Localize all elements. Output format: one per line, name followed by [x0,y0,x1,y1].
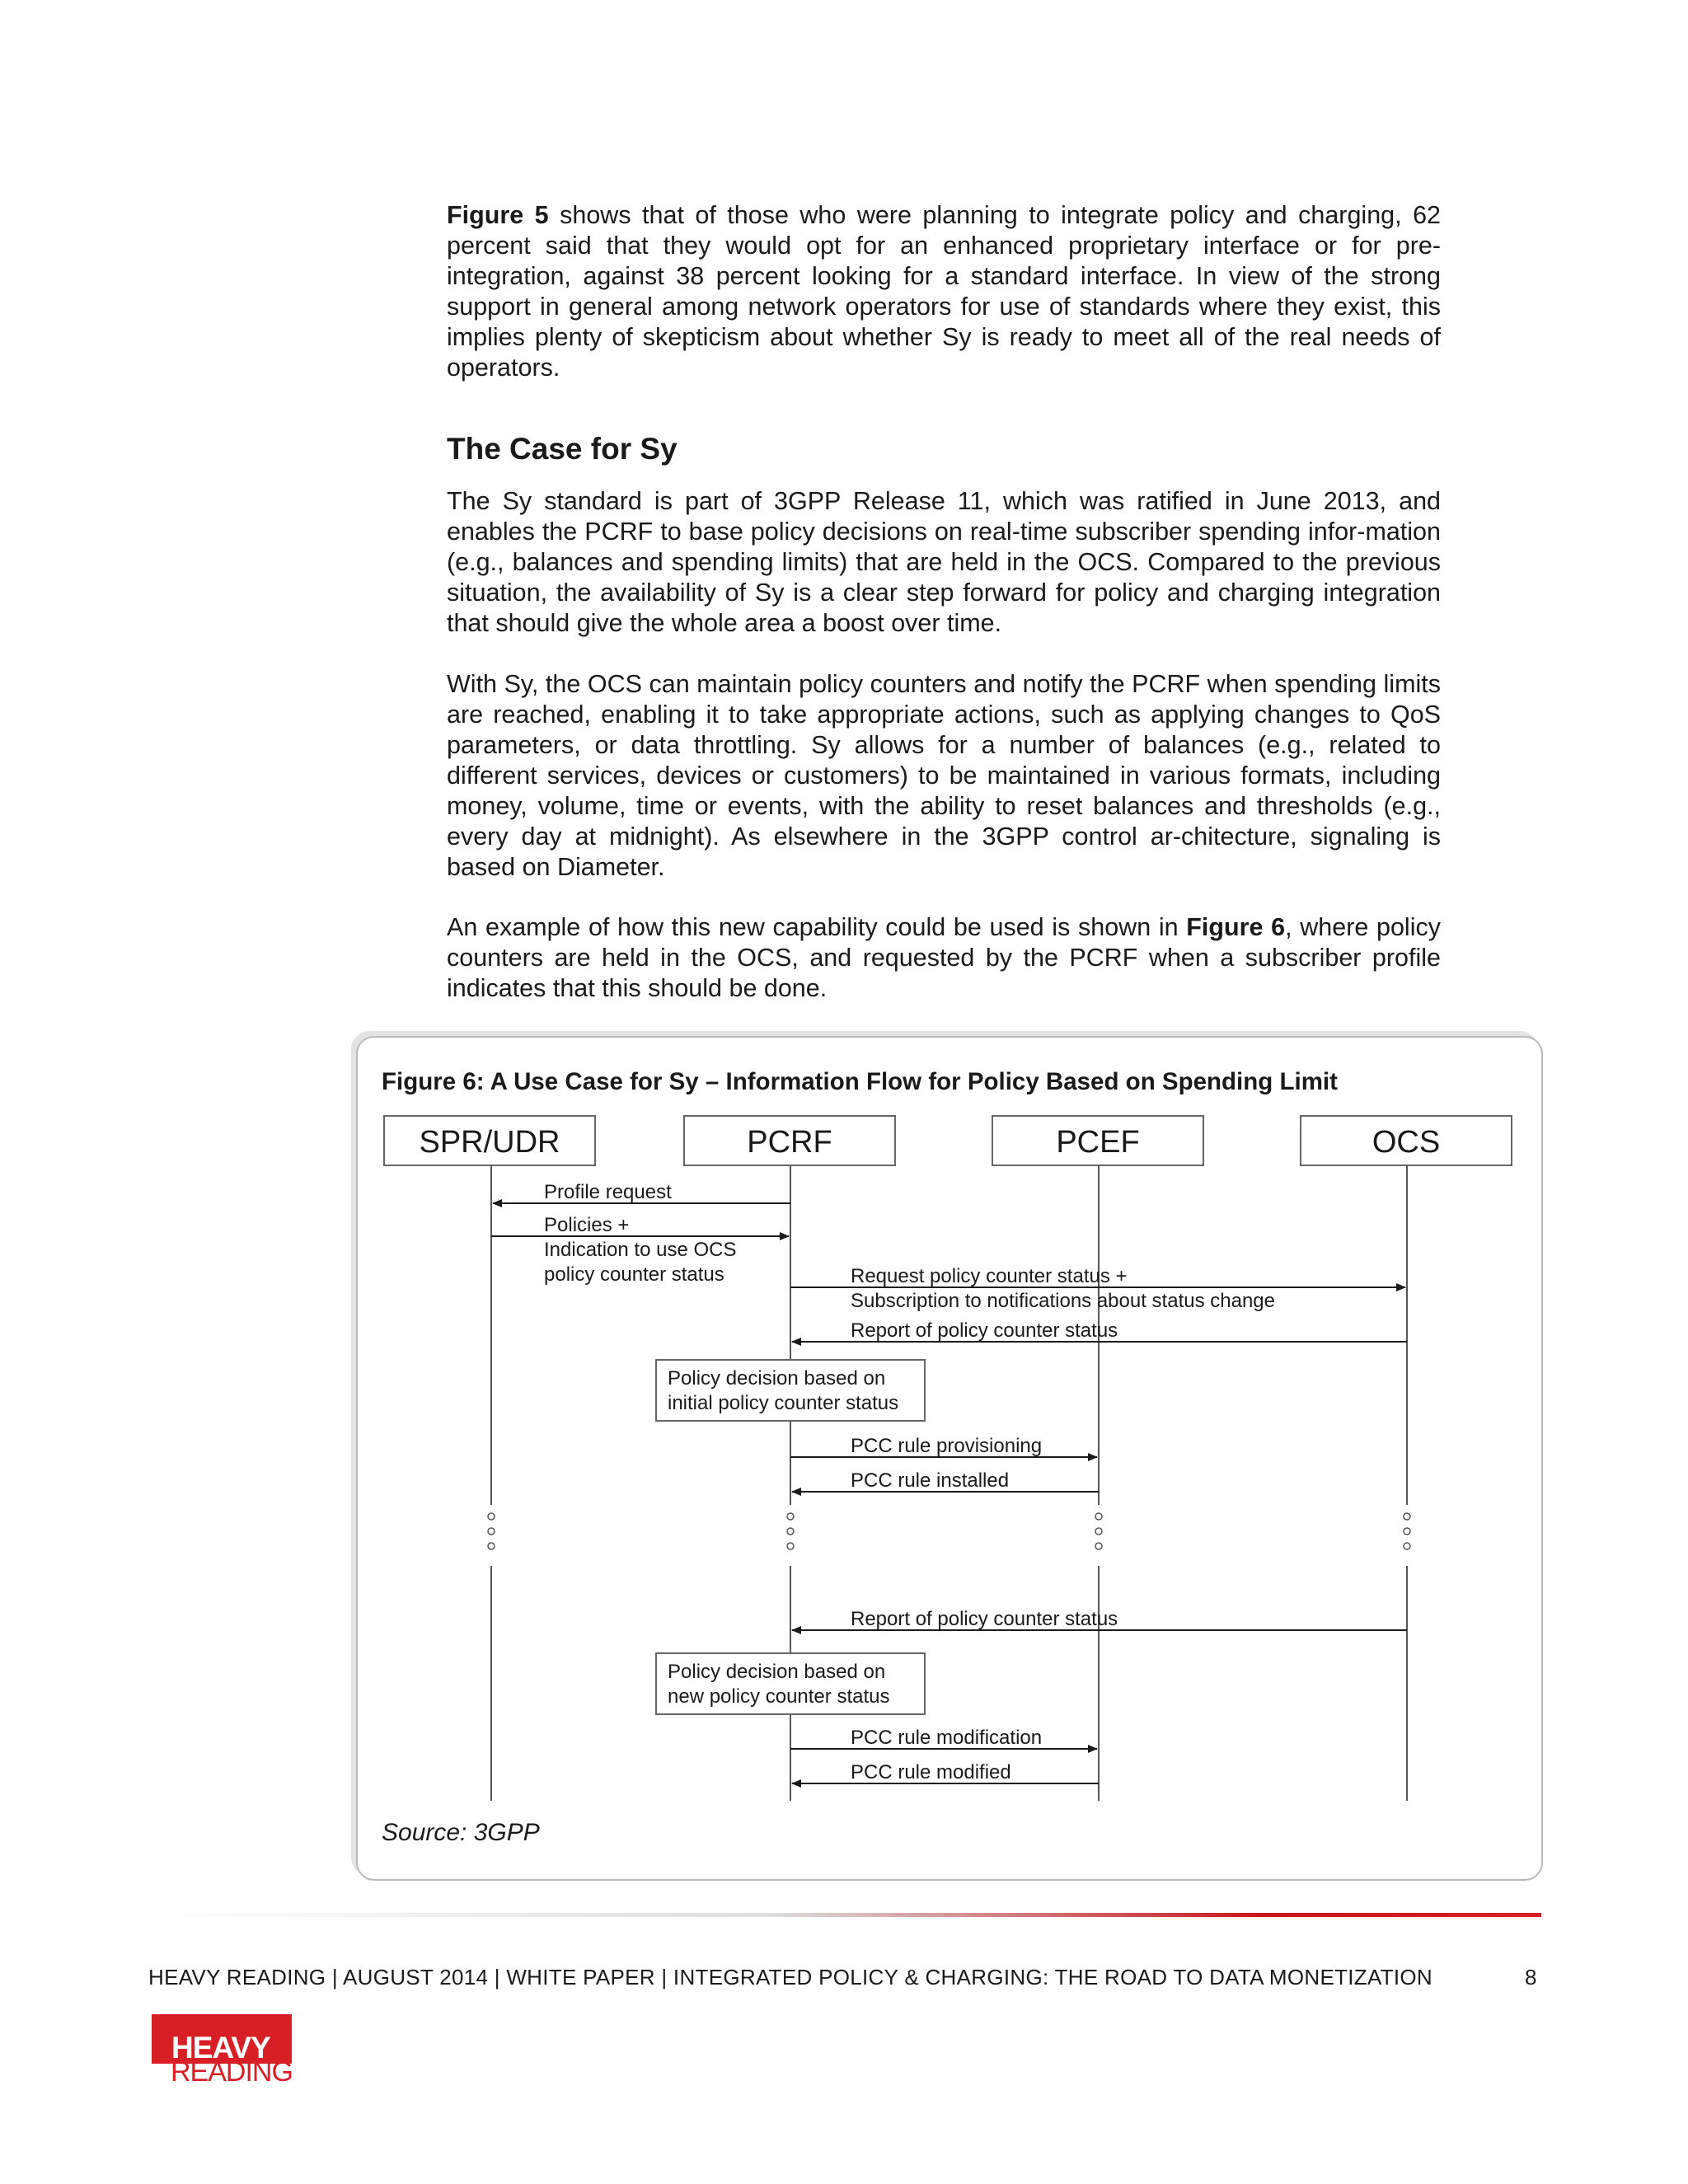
lane-label-pcrf: PCRF [747,1125,832,1160]
sy-counters-paragraph: With Sy, the OCS can maintain policy counters and notify the PCRF when spending limits are reached, enabling it to take appropriate actions, such as applying changes to QoS parameters, or data throttling. Sy allows for a number of balances (e.g., related to different services, devices or customers) to be maintained in various formats, including money, volume, time or events, with the ability to reset balances and thresholds (e.g., every day at midnight). As elsewhere in the 3GPP control ar-chitecture, signaling is based on Diameter. [447,670,1441,881]
lane-label-pcef: PCEF [1056,1125,1140,1160]
msg-report-counter-status-1: Report of policy counter status [851,1319,1118,1342]
msg-indication: Indication to use OCS [544,1239,737,1261]
msg-policies: Policies + [544,1214,630,1236]
sy-standard-paragraph: The Sy standard is part of 3GPP Release 11, which was ratified in June 2013, and enables the PCRF to base policy decisions on real-time subscriber spending infor-mation (e.g., balances and spending limits) that are held in the OCS. Compared to the previous situation, the availability of Sy is a clear step forward for policy and charging integration that should give the whole area a boost over time. [447,487,1441,637]
logo-text-bottom: READING [171,2056,293,2088]
p4-text-a: An example of how this new capability could be used is shown in [447,913,1187,941]
intro-paragraph [447,200,1441,383]
msg-subscription: Subscription to notifications about status change [851,1290,1275,1312]
msg-pcc-modified: PCC rule modified [851,1761,1011,1783]
box-initial-line-2: initial policy counter status [668,1392,899,1414]
figure-6-ref: Figure 6 [1186,913,1286,941]
p4-text-b: , where policy counters are held in the OCS, and requested by the PCRF when a subscriber profile indicates that this should be done. [447,913,1441,1002]
page-number: 8 [1525,1965,1537,1990]
figure-title: Figure 6: A Use Case for Sy – Information Flow for Policy Based on Spending Limit [382,1068,1338,1095]
footer-running-title: HEAVY READING | AUGUST 2014 | WHITE PAPER | INTEGRATED POLICY & CHARGING: THE ROAD TO DATA MONETIZATION [148,1965,1433,1990]
heavy-reading-logo [152,2014,292,2087]
sequence-diagram [381,1111,1518,1803]
intro-paragraph-text: shows that of those who were planning to integrate policy and charging, 62 percent said that they would opt for an enhanced proprietary interface or for pre-integration, against 38 percent looking for a standard interface. In view of the strong support in general among network operators for use of standards where they exist, this implies plenty of skepticism about whether Sy is ready to meet all of the real needs of operators. [447,201,1441,382]
msg-pcc-modification: PCC rule modification [851,1727,1043,1749]
msg-request-counter-status: Request policy counter status + [851,1265,1128,1287]
section-heading: The Case for Sy [447,432,678,466]
box-new-line-2: new policy counter status [668,1685,890,1708]
msg-pcc-installed: PCC rule installed [851,1469,1010,1492]
figure-source: Source: 3GPP [382,1819,540,1846]
msg-pcc-provisioning: PCC rule provisioning [851,1435,1043,1457]
msg-profile-request: Profile request [544,1181,672,1203]
figure-5-ref: Figure 5 [447,201,549,229]
lane-label-spr-udr: SPR/UDR [419,1125,560,1160]
box-initial-line-1: Policy decision based on [668,1367,886,1390]
lane-label-ocs: OCS [1372,1125,1441,1160]
msg-policy-counter-status: policy counter status [544,1263,724,1286]
msg-report-counter-status-2: Report of policy counter status [851,1608,1118,1630]
box-new-line-1: Policy decision based on [668,1661,886,1683]
footer-rule [148,1912,1541,1919]
logo-text-top: HEAVY [171,2031,270,2064]
figure-6-intro-paragraph [447,912,1441,1004]
